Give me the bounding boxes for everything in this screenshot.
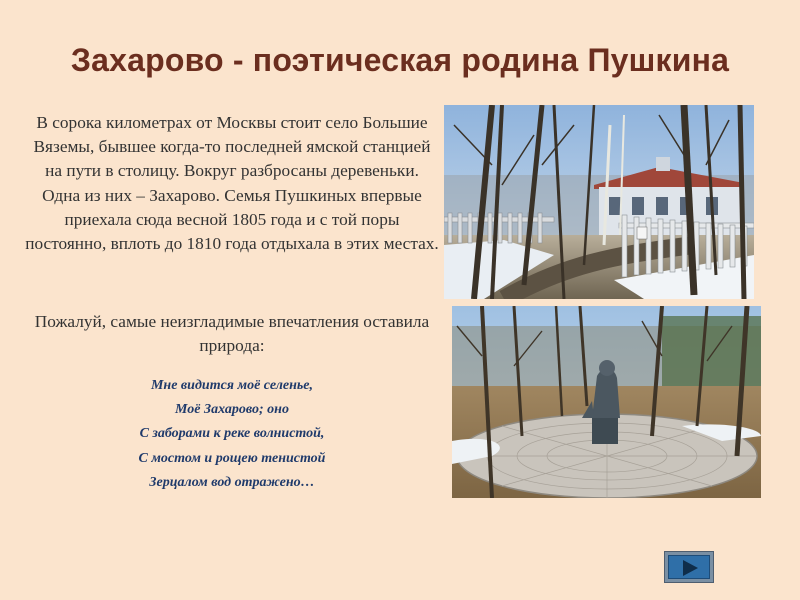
poem-line: Моё Захарово; оно	[175, 402, 289, 418]
play-arrow-right-icon	[665, 552, 715, 584]
next-slide-button[interactable]	[664, 551, 714, 583]
poem-line: С мостом и рощею тенистой	[138, 450, 326, 466]
poem-line: Зерцалом вод отражено…	[149, 474, 315, 490]
poem-line: Мне видится моё селенье,	[150, 378, 313, 393]
nature-paragraph: Пожалуй, самые неизгладимые впечатления оставила природа:	[34, 312, 430, 356]
pushkin-statue-photo	[452, 306, 761, 498]
estate-house-photo	[444, 105, 754, 299]
poem-quote	[40, 374, 424, 495]
poem-line: С заборами к реке волнистой,	[139, 426, 325, 442]
slide-title: Захарово - поэтическая родина Пушкина	[70, 42, 730, 78]
intro-paragraph: В сорока километрах от Москвы стоит село Большие Вяземы, бывшее когда-то последней ямской станцией на пути в столицу. Вокруг разбросаны деревеньки. Одна из них – Захарово. Семья Пушкиных впервые приехала сюда весной 1805 года и с той поры постоянно, вплоть до 1810 года отдыхала в этих местах.	[25, 113, 439, 254]
